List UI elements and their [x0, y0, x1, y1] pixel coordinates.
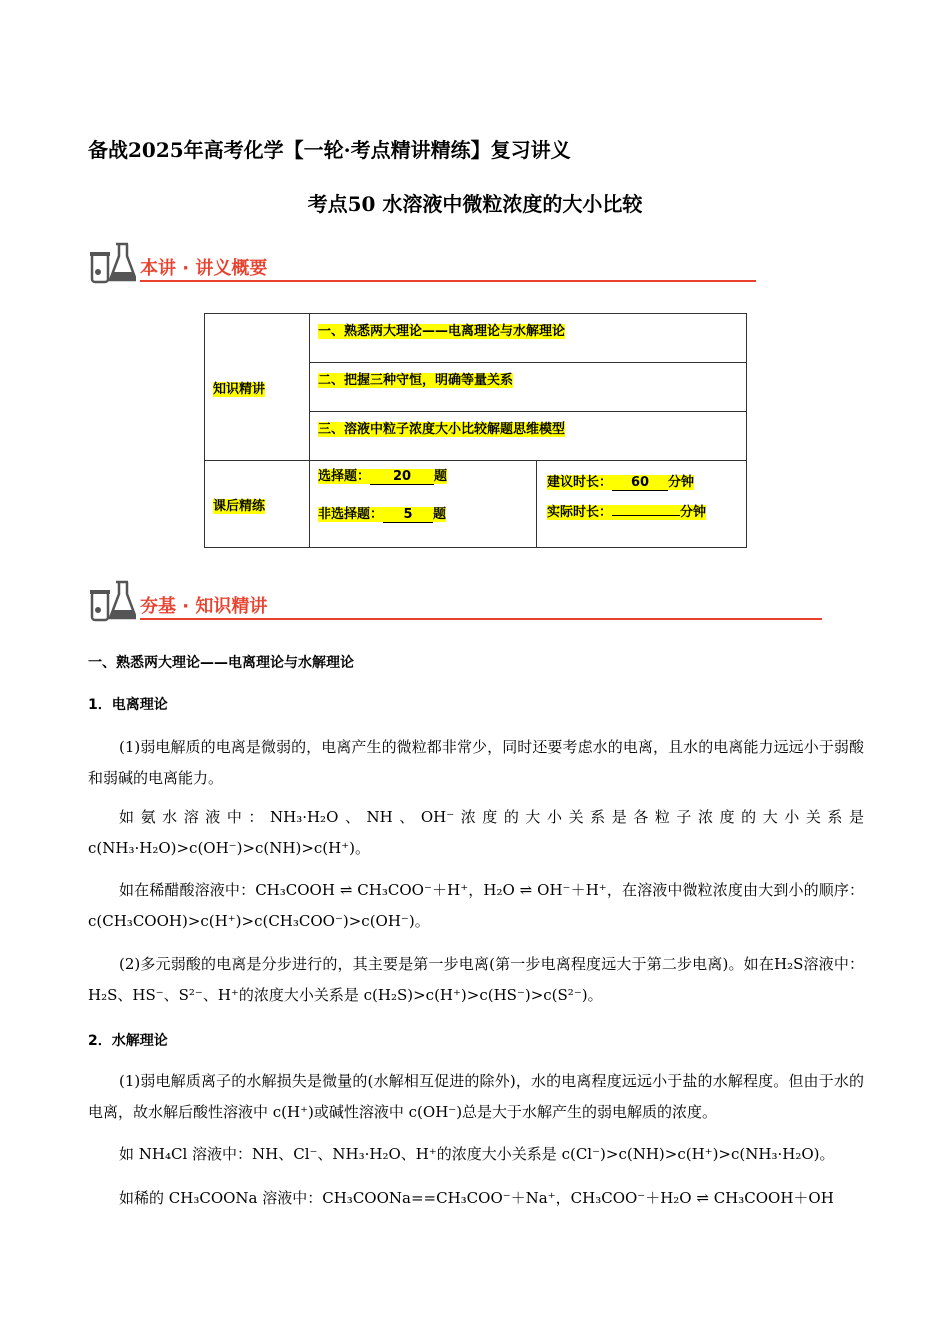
- flask-beaker-icon: [88, 578, 136, 624]
- paragraph: 如在稀醋酸溶液中：CH₃COOH ⇌ CH₃COO⁻＋H⁺，H₂O ⇌ OH⁻＋H⁺，在溶液中微粒浓度由大到小的顺序：c(CH₃COOH)>c(H⁺)>c(CH₃COO⁻)>c(OH⁻)。: [88, 881, 864, 930]
- section-banner-label: 夯基 · 知识精讲: [140, 596, 268, 617]
- overview-item: 三、溶液中粒子浓度大小比较解题思维模型: [310, 412, 747, 461]
- section-banner-label: 本讲 · 讲义概要: [140, 258, 268, 279]
- overview-item: 一、熟悉两大理论——电离理论与水解理论: [310, 314, 747, 363]
- time-cell: [537, 461, 747, 548]
- knowledge-category-label: 知识精讲: [213, 381, 266, 397]
- section-divider: [140, 618, 822, 620]
- nonchoice-question-count: 非选择题： 5 题: [318, 507, 447, 522]
- document-title: 备战2025年高考化学【一轮·考点精讲精练】复习讲义: [88, 138, 571, 162]
- knowledge-category-cell: [205, 314, 310, 461]
- subsection-heading-ionization: 1．电离理论: [88, 697, 168, 713]
- section-divider: [140, 280, 756, 282]
- actual-time: 实际时长： 分钟: [547, 505, 707, 520]
- choice-question-count: 选择题： 20 题: [318, 469, 448, 484]
- question-count-cell: [310, 461, 537, 548]
- overview-item: 二、把握三种守恒，明确等量关系: [310, 363, 747, 412]
- paragraph: (1)弱电解质的电离是微弱的，电离产生的微粒都非常少，同时还要考虑水的电离，且水的电离能力远远小于弱酸和弱碱的电离能力。: [88, 738, 864, 787]
- document-subtitle: 考点50 水溶液中微粒浓度的大小比较: [307, 192, 643, 216]
- section-heading: 一、熟悉两大理论——电离理论与水解理论: [88, 655, 354, 671]
- paragraph: 如 NH₄Cl 溶液中：NH、Cl⁻、NH₃·H₂O、H⁺的浓度大小关系是 c(Cl⁻)>c(NH)>c(H⁺)>c(NH₃·H₂O)。: [119, 1145, 835, 1163]
- section-banner-overview: [88, 240, 756, 288]
- paragraph: 如氨水溶液中：NH₃·H₂O、NH、OH⁻浓度的大小关系是各粒子浓度的大小关系是 c(NH₃·H₂O)>c(OH⁻)>c(NH)>c(H⁺)。: [88, 808, 864, 857]
- practice-category-cell: [205, 461, 310, 548]
- flask-beaker-icon: [88, 240, 136, 286]
- practice-category-label: 课后精练: [213, 498, 266, 514]
- subsection-heading-hydrolysis: 2．水解理论: [88, 1033, 168, 1049]
- paragraph: (2)多元弱酸的电离是分步进行的，其主要是第一步电离(第一步电离程度远大于第二步电离)。如在H₂S溶液中：H₂S、HS⁻、S²⁻、H⁺的浓度大小关系是 c(H₂S)>c(H⁺)>c(HS⁻)>c(S²⁻)。: [88, 955, 864, 1004]
- paragraph: 如稀的 CH₃COONa 溶液中：CH₃COONa==CH₃COO⁻＋Na⁺，CH₃COO⁻＋H₂O ⇌ CH₃COOH＋OH: [119, 1189, 834, 1207]
- overview-table: [204, 313, 747, 548]
- paragraph: (1)弱电解质离子的水解损失是微量的(水解相互促进的除外)，水的电离程度远远小于盐的水解程度。但由于水的电离，故水解后酸性溶液中 c(H⁺)或碱性溶液中 c(OH⁻)总是大于水解产生的弱电解质的浓度。: [88, 1072, 864, 1121]
- section-banner-knowledge: [88, 578, 822, 626]
- suggested-time: 建议时长： 60 分钟: [547, 475, 695, 490]
